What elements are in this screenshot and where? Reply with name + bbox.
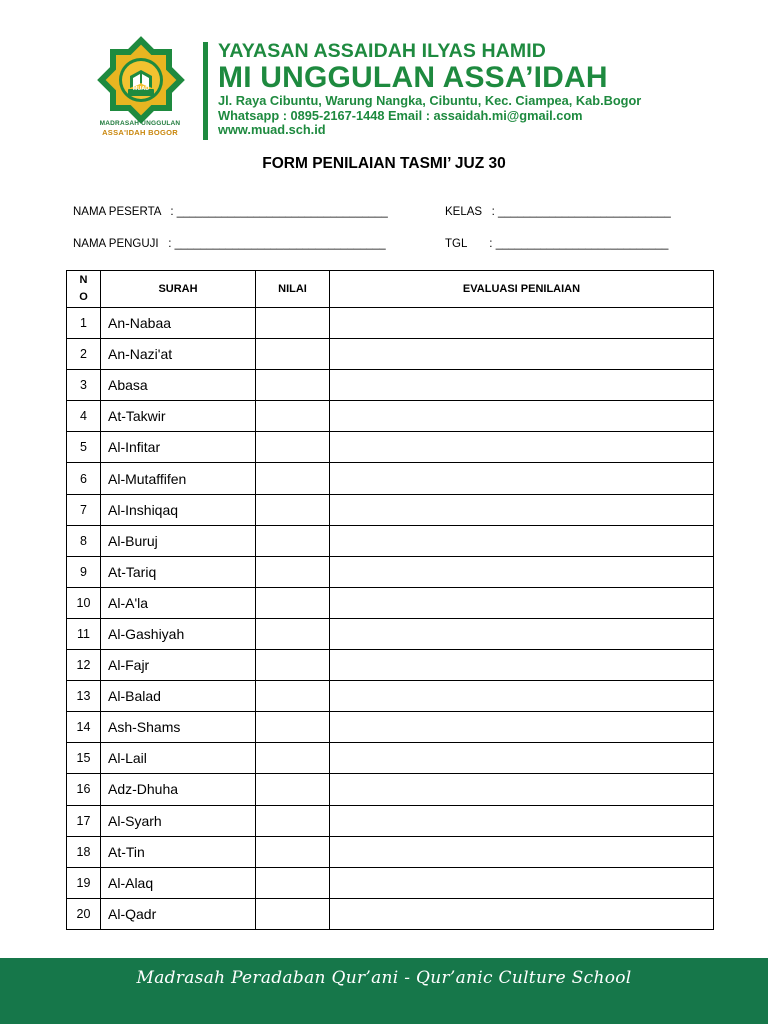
school-name: MI UNGGULAN ASSA’IDAH	[218, 61, 608, 94]
row-nilai-cell[interactable]	[256, 556, 330, 587]
assessment-table	[66, 270, 714, 930]
row-evaluasi-cell[interactable]	[330, 743, 714, 774]
logo-caption	[84, 120, 196, 137]
organization-block	[218, 40, 641, 138]
row-evaluasi-cell[interactable]	[330, 712, 714, 743]
row-surah: Al-Gashiyah	[101, 618, 256, 649]
row-number: 16	[67, 774, 101, 805]
row-nilai-cell[interactable]	[256, 805, 330, 836]
row-nilai-cell[interactable]	[256, 370, 330, 401]
row-number: 17	[67, 805, 101, 836]
row-number: 9	[67, 556, 101, 587]
row-evaluasi-cell[interactable]	[330, 308, 714, 339]
row-number: 6	[67, 463, 101, 494]
row-number: 20	[67, 898, 101, 929]
row-nilai-cell[interactable]	[256, 401, 330, 432]
row-nilai-cell[interactable]	[256, 587, 330, 618]
row-number: 8	[67, 525, 101, 556]
logo-caption-line2: ASSA'IDAH BOGOR	[102, 128, 178, 137]
row-nilai-cell[interactable]	[256, 743, 330, 774]
row-number: 13	[67, 681, 101, 712]
row-surah: Al-Fajr	[101, 650, 256, 681]
row-nilai-cell[interactable]	[256, 681, 330, 712]
row-number: 14	[67, 712, 101, 743]
row-surah: Al-Lail	[101, 743, 256, 774]
row-surah: Al-Infitar	[101, 432, 256, 463]
row-nilai-cell[interactable]	[256, 867, 330, 898]
table-row	[67, 401, 714, 432]
table-row	[67, 681, 714, 712]
row-number: 19	[67, 867, 101, 898]
row-nilai-cell[interactable]	[256, 432, 330, 463]
header-no	[67, 271, 101, 308]
row-evaluasi-cell[interactable]	[330, 836, 714, 867]
row-number: 3	[67, 370, 101, 401]
logo-badge: MUAD	[132, 86, 150, 92]
header-nilai: NILAI	[256, 271, 330, 308]
footer-tagline: Madrasah Peradaban Qur’ani - Qur’anic Culture School	[136, 968, 632, 988]
row-number: 15	[67, 743, 101, 774]
table-row	[67, 587, 714, 618]
row-surah: At-Tariq	[101, 556, 256, 587]
row-surah: Al-Inshiqaq	[101, 494, 256, 525]
school-website: www.muad.sch.id	[218, 122, 326, 137]
row-nilai-cell[interactable]	[256, 650, 330, 681]
row-surah: Al-Balad	[101, 681, 256, 712]
row-evaluasi-cell[interactable]	[330, 339, 714, 370]
row-evaluasi-cell[interactable]	[330, 774, 714, 805]
header-surah: SURAH	[101, 271, 256, 308]
star-emblem-icon	[90, 36, 192, 126]
logo-caption-line1: MADRASAH UNGGULAN	[99, 120, 181, 127]
header-evaluasi: EVALUASI PENILAIAN	[330, 271, 714, 308]
row-surah: Al-A'la	[101, 587, 256, 618]
table-row	[67, 618, 714, 649]
row-number: 11	[67, 618, 101, 649]
table-row	[67, 867, 714, 898]
row-nilai-cell[interactable]	[256, 618, 330, 649]
row-evaluasi-cell[interactable]	[330, 805, 714, 836]
nama-penguji-field[interactable]: NAMA PENGUJI : _________________________________	[73, 238, 386, 250]
school-address: Jl. Raya Cibuntu, Warung Nangka, Cibuntu, Kec. Ciampea, Kab.Bogor	[218, 93, 642, 108]
row-surah: An-Nazi'at	[101, 339, 256, 370]
letterhead	[0, 0, 768, 145]
row-nilai-cell[interactable]	[256, 463, 330, 494]
table-row	[67, 805, 714, 836]
row-evaluasi-cell[interactable]	[330, 681, 714, 712]
row-evaluasi-cell[interactable]	[330, 370, 714, 401]
row-number: 1	[67, 308, 101, 339]
form-title: FORM PENILAIAN TASMI’ JUZ 30	[262, 155, 506, 172]
tgl-field[interactable]: TGL : ___________________________	[445, 238, 669, 250]
row-evaluasi-cell[interactable]	[330, 432, 714, 463]
row-surah: Al-Qadr	[101, 898, 256, 929]
row-number: 18	[67, 836, 101, 867]
row-surah: Al-Mutaffifen	[101, 463, 256, 494]
row-nilai-cell[interactable]	[256, 525, 330, 556]
table-row	[67, 836, 714, 867]
table-row	[67, 525, 714, 556]
row-number: 7	[67, 494, 101, 525]
row-evaluasi-cell[interactable]	[330, 587, 714, 618]
row-nilai-cell[interactable]	[256, 836, 330, 867]
row-surah: Ash-Shams	[101, 712, 256, 743]
row-surah: At-Takwir	[101, 401, 256, 432]
table-row	[67, 339, 714, 370]
table-row	[67, 308, 714, 339]
row-surah: At-Tin	[101, 836, 256, 867]
row-evaluasi-cell[interactable]	[330, 463, 714, 494]
row-evaluasi-cell[interactable]	[330, 867, 714, 898]
table-row	[67, 743, 714, 774]
row-number: 12	[67, 650, 101, 681]
row-evaluasi-cell[interactable]	[330, 898, 714, 929]
row-nilai-cell[interactable]	[256, 494, 330, 525]
row-nilai-cell[interactable]	[256, 898, 330, 929]
row-surah: Al-Alaq	[101, 867, 256, 898]
row-evaluasi-cell[interactable]	[330, 618, 714, 649]
school-contact: Whatsapp : 0895-2167-1448 Email : assaidah.mi@gmail.com	[218, 107, 583, 123]
table-row	[67, 556, 714, 587]
row-evaluasi-cell[interactable]	[330, 650, 714, 681]
row-surah: Al-Buruj	[101, 525, 256, 556]
row-number: 4	[67, 401, 101, 432]
table-row	[67, 370, 714, 401]
header-no-line2: O	[79, 291, 88, 303]
row-evaluasi-cell[interactable]	[330, 556, 714, 587]
nama-peserta-field[interactable]: NAMA PESERTA : _________________________________	[73, 206, 388, 218]
row-evaluasi-cell[interactable]	[330, 494, 714, 525]
table-row	[67, 774, 714, 805]
row-surah: Adz-Dhuha	[101, 774, 256, 805]
row-number: 10	[67, 587, 101, 618]
foundation-name: YAYASAN ASSAIDAH ILYAS HAMID	[218, 40, 546, 62]
row-evaluasi-cell[interactable]	[330, 401, 714, 432]
row-nilai-cell[interactable]	[256, 339, 330, 370]
table-row	[67, 712, 714, 743]
row-evaluasi-cell[interactable]	[330, 525, 714, 556]
row-number: 5	[67, 432, 101, 463]
header-no-line1: N	[79, 274, 88, 286]
row-nilai-cell[interactable]	[256, 774, 330, 805]
table-row	[67, 463, 714, 494]
table-row	[67, 494, 714, 525]
row-surah: An-Nabaa	[101, 308, 256, 339]
row-surah: Abasa	[101, 370, 256, 401]
row-number: 2	[67, 339, 101, 370]
table-row	[67, 432, 714, 463]
table-row	[67, 650, 714, 681]
row-surah: Al-Syarh	[101, 805, 256, 836]
row-nilai-cell[interactable]	[256, 308, 330, 339]
table-row	[67, 898, 714, 929]
kelas-field[interactable]: KELAS : ___________________________	[445, 206, 671, 218]
table-header-row	[67, 271, 714, 308]
row-nilai-cell[interactable]	[256, 712, 330, 743]
header-divider	[203, 42, 208, 140]
